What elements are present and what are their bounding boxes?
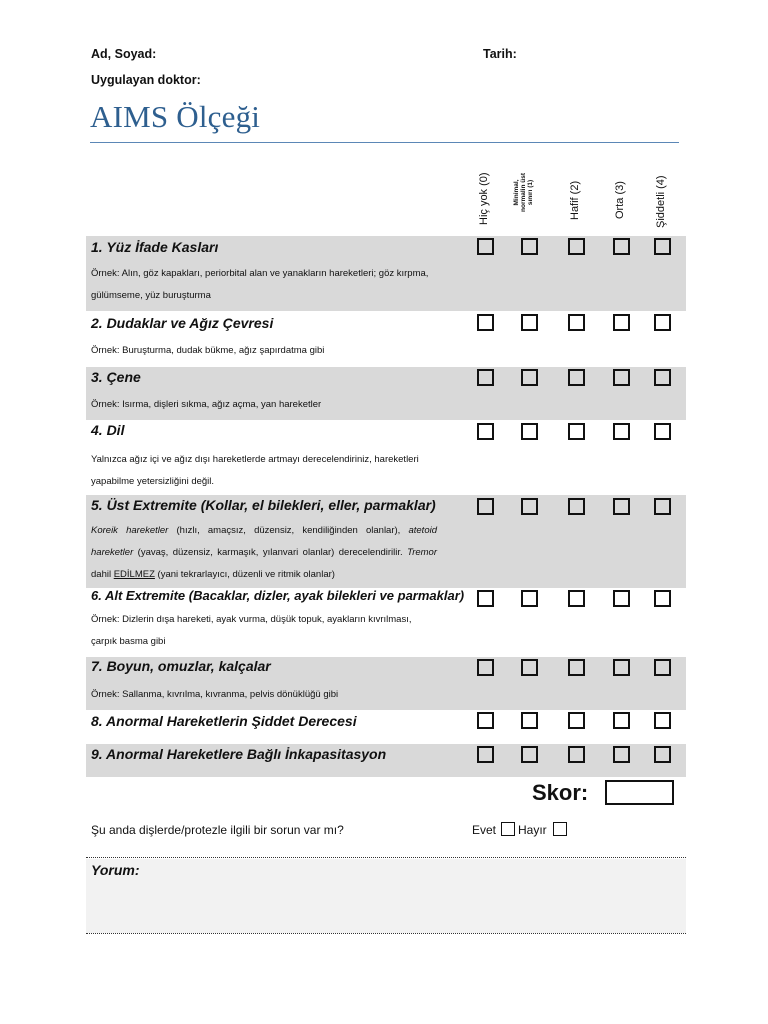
item-row-5 xyxy=(86,495,686,588)
desc-part1: (hızlı, amaçsız, düzensiz, kendiliğinden olanlar), xyxy=(168,525,409,536)
rating-checkbox-item7-score2[interactable] xyxy=(568,659,585,676)
rating-checkbox-item6-score3[interactable] xyxy=(613,590,630,607)
rating-checkbox-item5-score2[interactable] xyxy=(568,498,585,515)
item-title: 7. Boyun, omuzlar, kalçalar xyxy=(91,658,271,674)
item-row-3 xyxy=(86,367,686,420)
rating-checkbox-item5-score3[interactable] xyxy=(613,498,630,515)
rating-checkbox-item6-score2[interactable] xyxy=(568,590,585,607)
rating-checkbox-item2-score4[interactable] xyxy=(654,314,671,331)
desc-part3: dahil xyxy=(91,569,114,580)
dental-yes-checkbox[interactable] xyxy=(501,822,515,836)
item-desc: Örnek: Sallanma, kıvrılma, kıvranma, pelvis dönüklüğü gibi xyxy=(91,689,339,700)
rating-checkbox-item7-score4[interactable] xyxy=(654,659,671,676)
rating-checkbox-item3-score4[interactable] xyxy=(654,369,671,386)
rating-checkbox-item8-score2[interactable] xyxy=(568,712,585,729)
item-title: 2. Dudaklar ve Ağız Çevresi xyxy=(91,315,274,331)
rating-checkbox-item2-score1[interactable] xyxy=(521,314,538,331)
item-row-6 xyxy=(86,588,686,657)
item-title: 9. Anormal Hareketlere Bağlı İnkapasitasyon xyxy=(91,746,387,762)
rating-checkbox-item2-score0[interactable] xyxy=(477,314,494,331)
rating-checkbox-item6-score4[interactable] xyxy=(654,590,671,607)
score-box[interactable] xyxy=(605,780,674,805)
comment-area[interactable] xyxy=(86,859,686,933)
dental-yes-label: Evet xyxy=(472,823,497,837)
rating-checkbox-item5-score1[interactable] xyxy=(521,498,538,515)
rating-checkbox-item4-score3[interactable] xyxy=(613,423,630,440)
rating-checkbox-item4-score4[interactable] xyxy=(654,423,671,440)
rating-checkbox-item3-score3[interactable] xyxy=(613,369,630,386)
col-header-0: Hiç yok (0) xyxy=(478,172,490,225)
item-title: 3. Çene xyxy=(91,369,141,385)
desc-atetoid: atetoid hareketler xyxy=(91,525,437,558)
dental-no-label: Hayır xyxy=(518,823,547,837)
desc-koreik: Koreik hareketler xyxy=(91,525,169,536)
rating-checkbox-item3-score2[interactable] xyxy=(568,369,585,386)
rating-checkbox-item1-score0[interactable] xyxy=(477,238,494,255)
col-header-1-line3: sınırı (1) xyxy=(527,179,534,206)
rating-checkbox-item8-score1[interactable] xyxy=(521,712,538,729)
rating-checkbox-item7-score0[interactable] xyxy=(477,659,494,676)
item-title: 4. Dil xyxy=(91,422,125,438)
date-label: Tarih: xyxy=(483,47,517,61)
rating-checkbox-item4-score1[interactable] xyxy=(521,423,538,440)
item-row-1 xyxy=(86,236,686,311)
item-row-4 xyxy=(86,420,686,495)
rating-checkbox-item9-score4[interactable] xyxy=(654,746,671,763)
rating-checkbox-item3-score0[interactable] xyxy=(477,369,494,386)
item-desc: Örnek: Alın, göz kapakları, periorbital alan ve yanakların hareketleri; göz kırpma, gülümseme, yüz buruşturma xyxy=(91,268,429,301)
rating-checkbox-item1-score2[interactable] xyxy=(568,238,585,255)
col-header-1 xyxy=(513,173,534,212)
item-title: 5. Üst Extremite (Kollar, el bilekleri, eller, parmaklar) xyxy=(91,497,436,513)
col-header-1-line2: normalin üst xyxy=(520,172,527,212)
item-row-8 xyxy=(86,710,686,744)
comment-top-border xyxy=(86,857,686,858)
col-header-2: Hafif (2) xyxy=(569,180,581,220)
comment-bottom-border xyxy=(86,933,686,934)
rating-checkbox-item8-score3[interactable] xyxy=(613,712,630,729)
rating-checkbox-item4-score2[interactable] xyxy=(568,423,585,440)
score-label: Skor: xyxy=(532,780,589,805)
rating-checkbox-item7-score1[interactable] xyxy=(521,659,538,676)
rating-checkbox-item2-score2[interactable] xyxy=(568,314,585,331)
item-desc: Yalnızca ağız içi ve ağız dışı hareketlerde artmayı derecelendiriniz, hareketleri yapabilme yetersizliğini değil. xyxy=(91,454,419,487)
item-row-9 xyxy=(86,744,686,777)
dental-no-checkbox[interactable] xyxy=(553,822,567,836)
dental-question: Şu anda dişlerde/protezle ilgili bir sorun var mı? xyxy=(91,823,344,837)
item-desc: Örnek: Isırma, dişleri sıkma, ağız açma, yan hareketler xyxy=(91,399,322,410)
rating-checkbox-item1-score4[interactable] xyxy=(654,238,671,255)
rating-checkbox-item8-score0[interactable] xyxy=(477,712,494,729)
name-label: Ad, Soyad: xyxy=(91,47,157,61)
desc-part4: (yani tekrarlayıcı, düzenli ve ritmik olanlar) xyxy=(154,569,335,580)
rating-checkbox-item1-score3[interactable] xyxy=(613,238,630,255)
col-header-4: Şiddetli (4) xyxy=(655,175,667,228)
title-rule xyxy=(90,142,679,143)
rating-checkbox-item7-score3[interactable] xyxy=(613,659,630,676)
rating-checkbox-item9-score3[interactable] xyxy=(613,746,630,763)
desc-part2: (yavaş, düzensiz, karmaşık, yılanvari olanlar) derecelendirilir. xyxy=(133,547,408,558)
col-header-1-line1: Minimal, xyxy=(513,179,520,206)
rating-checkbox-item9-score1[interactable] xyxy=(521,746,538,763)
col-header-3: Orta (3) xyxy=(614,181,626,219)
desc-edilmez: EDİLMEZ xyxy=(113,569,155,580)
comment-label: Yorum: xyxy=(91,862,140,878)
rating-checkbox-item2-score3[interactable] xyxy=(613,314,630,331)
rating-checkbox-item6-score1[interactable] xyxy=(521,590,538,607)
doctor-label: Uygulayan doktor: xyxy=(91,73,201,87)
item-title: 8. Anormal Hareketlerin Şiddet Derecesi xyxy=(91,713,357,729)
rating-checkbox-item8-score4[interactable] xyxy=(654,712,671,729)
desc-tremor: Tremor xyxy=(407,547,437,558)
rating-checkbox-item1-score1[interactable] xyxy=(521,238,538,255)
item-row-2 xyxy=(86,311,686,367)
page-title: AIMS Ölçeği xyxy=(90,99,261,134)
item-desc xyxy=(91,520,437,586)
item-row-7 xyxy=(86,657,686,710)
item-title: 6. Alt Extremite (Bacaklar, dizler, ayak bilekleri ve parmaklar) xyxy=(91,588,465,603)
rating-checkbox-item5-score0[interactable] xyxy=(477,498,494,515)
item-desc: Örnek: Buruşturma, dudak bükme, ağız şapırdatma gibi xyxy=(91,345,325,356)
item-title: 1. Yüz İfade Kasları xyxy=(91,239,219,255)
rating-checkbox-item9-score2[interactable] xyxy=(568,746,585,763)
rating-checkbox-item9-score0[interactable] xyxy=(477,746,494,763)
rating-checkbox-item6-score0[interactable] xyxy=(477,590,494,607)
item-desc: Örnek: Dizlerin dışa hareketi, ayak vurma, düşük topuk, ayakların kıvrılması, çarpık basma gibi xyxy=(91,614,412,647)
rating-checkbox-item4-score0[interactable] xyxy=(477,423,494,440)
rating-checkbox-item3-score1[interactable] xyxy=(521,369,538,386)
rating-checkbox-item5-score4[interactable] xyxy=(654,498,671,515)
